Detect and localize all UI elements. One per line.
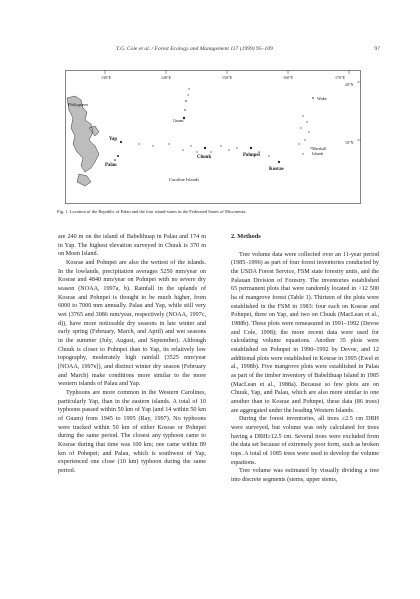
kosrae-label: Kosrae [269, 167, 284, 172]
running-title: T.G. Cole et al. / Forest Ecology and Management 117 (1999) 95–109 [116, 46, 273, 52]
body-paragraph: Tree volume data were collected over an 11-year period (1985–1996) as part of four forest inventories conducted by the USDA Forest Service, FSM state forestry units, and the Palauan Division of Forestry. The inventories established 65 permanent plots that were randomly located in >12 500 ha of mangrove forest (Table 1). Thirteen of the plots were established in the FSM in 1983: four each on Kosrae and Pohnpei, three on Yap, and two on Chuuk (MacLean et al., 1988b). These plots were remeasured in 1991–1992 (Devoe and Cole, 1998); the more recent data were used for calculating volume equations. Another 35 plots were established on Pohnpei in 1990–1992 by Devoe, and 12 additional plots were established in Kosrae in 1995 (Ewel et al., 1998b). Five mangrove plots were established in Palau as part of the timber inventory of Babelthuap Island in 1985 (MacLean et al., 1988a). Because so few plots are on Chuuk, Yap, and Palau, which are also more similar to one another than to Kosrae and Pohnpei, these data (86 trees) are aggregated under the heading Western Islands. [231, 251, 379, 414]
body-paragraph: Tree volume was estimated by visually dividing a tree into discrete segments (stems, upper stems, [231, 468, 379, 484]
lat-label: 20°N [345, 82, 354, 87]
right-column [231, 233, 379, 485]
body-paragraph: are 240 m on the island of Babelthuap in Palau and 174 m in Yap. The highest elevation surveyed in Chuuk is 370 m on Moen Island. [58, 234, 206, 258]
lon-label: 150°E [222, 75, 233, 80]
location-map [65, 70, 361, 204]
lon-label: 170°E [335, 75, 346, 80]
lon-label: 130°E [101, 75, 112, 80]
marshall-label: Marshall [312, 146, 327, 151]
palau-label: Palau [105, 163, 117, 168]
body-paragraph: Typhoons are more common in the Western Carolines, particularly Yap, than in the eastern islands. A total of 10 typhoons passed within 50 km of Yap (and 14 within 50 km of Guam) from 1945 to 1995 (Ray, 1997). No typhoons were tracked within 50 km of either Kosrae or Pohnpei during the same period. The closest any typhoon came to Kosrae during that time was 100 km; one came within 89 km of Pohnpei; and Palau, which is southwest of Yap, experienced one close (10 km) typhoon during the same period. [58, 390, 206, 475]
guam-label: Guam [173, 118, 184, 123]
pohnpei-label: Pohnpei [243, 153, 260, 158]
left-column [58, 233, 206, 476]
philippines-label: Philippines [68, 102, 89, 107]
figure-caption: Fig. 1. Location of the Republic of Palau and the four island-states in the Federated States of Micronesia. [57, 209, 247, 214]
map-figure [65, 70, 361, 204]
caroline-label: Caroline Islands [169, 177, 199, 182]
body-paragraph: Kosrae and Pohnpei are also the wettest of the islands. In the lowlands, precipitation averages 5250 mm/year on Kosrae and 4840 mm/year on Pohnpei with no severe dry season (NOAA, 1997a, b). Rainfall in the uplands of Kosrae and Pohnpei is thought to be much higher, from 6000 to 7000 mm annually. Palau and Yap, while still very wet (3765 and 3086 mm/year, respectively (NOAA, 1997c, d)), have more noticeable dry seasons in late winter and early spring (February, March, and April) and wet seasons in the summer (July, August, and September). Although Chuuk is closer to Pohnpei than to Yap, its relatively low topography, moderately high rainfall (3525 mm/year [NOAA, 1997e]), and distinct winter dry season (February and March) make conditions more similar to the more western islands of Palau and Yap. [58, 260, 206, 388]
lat-label: 10°N [345, 140, 354, 145]
body-paragraph: During the forest inventories, all trees ≥2.5 cm DBH were surveyed, but volume was only calculated for trees having a DBH≥12.5 cm. Several trees were excluded from the data set because of extremely poor form, such as broken tops. A total of 1085 trees were used to develop the volume equations. [231, 416, 379, 466]
page-number: 97 [374, 46, 380, 52]
lon-label: 160°E [283, 75, 294, 80]
running-header [60, 46, 380, 58]
lon-label: 140°E [161, 75, 172, 80]
islands-label: Islands [312, 151, 324, 156]
chuuk-label: Chuuk [197, 155, 212, 160]
wake-label: Wake [317, 96, 327, 101]
section-heading: 2. Methods [231, 233, 261, 240]
yap-label: Yap [109, 137, 117, 142]
